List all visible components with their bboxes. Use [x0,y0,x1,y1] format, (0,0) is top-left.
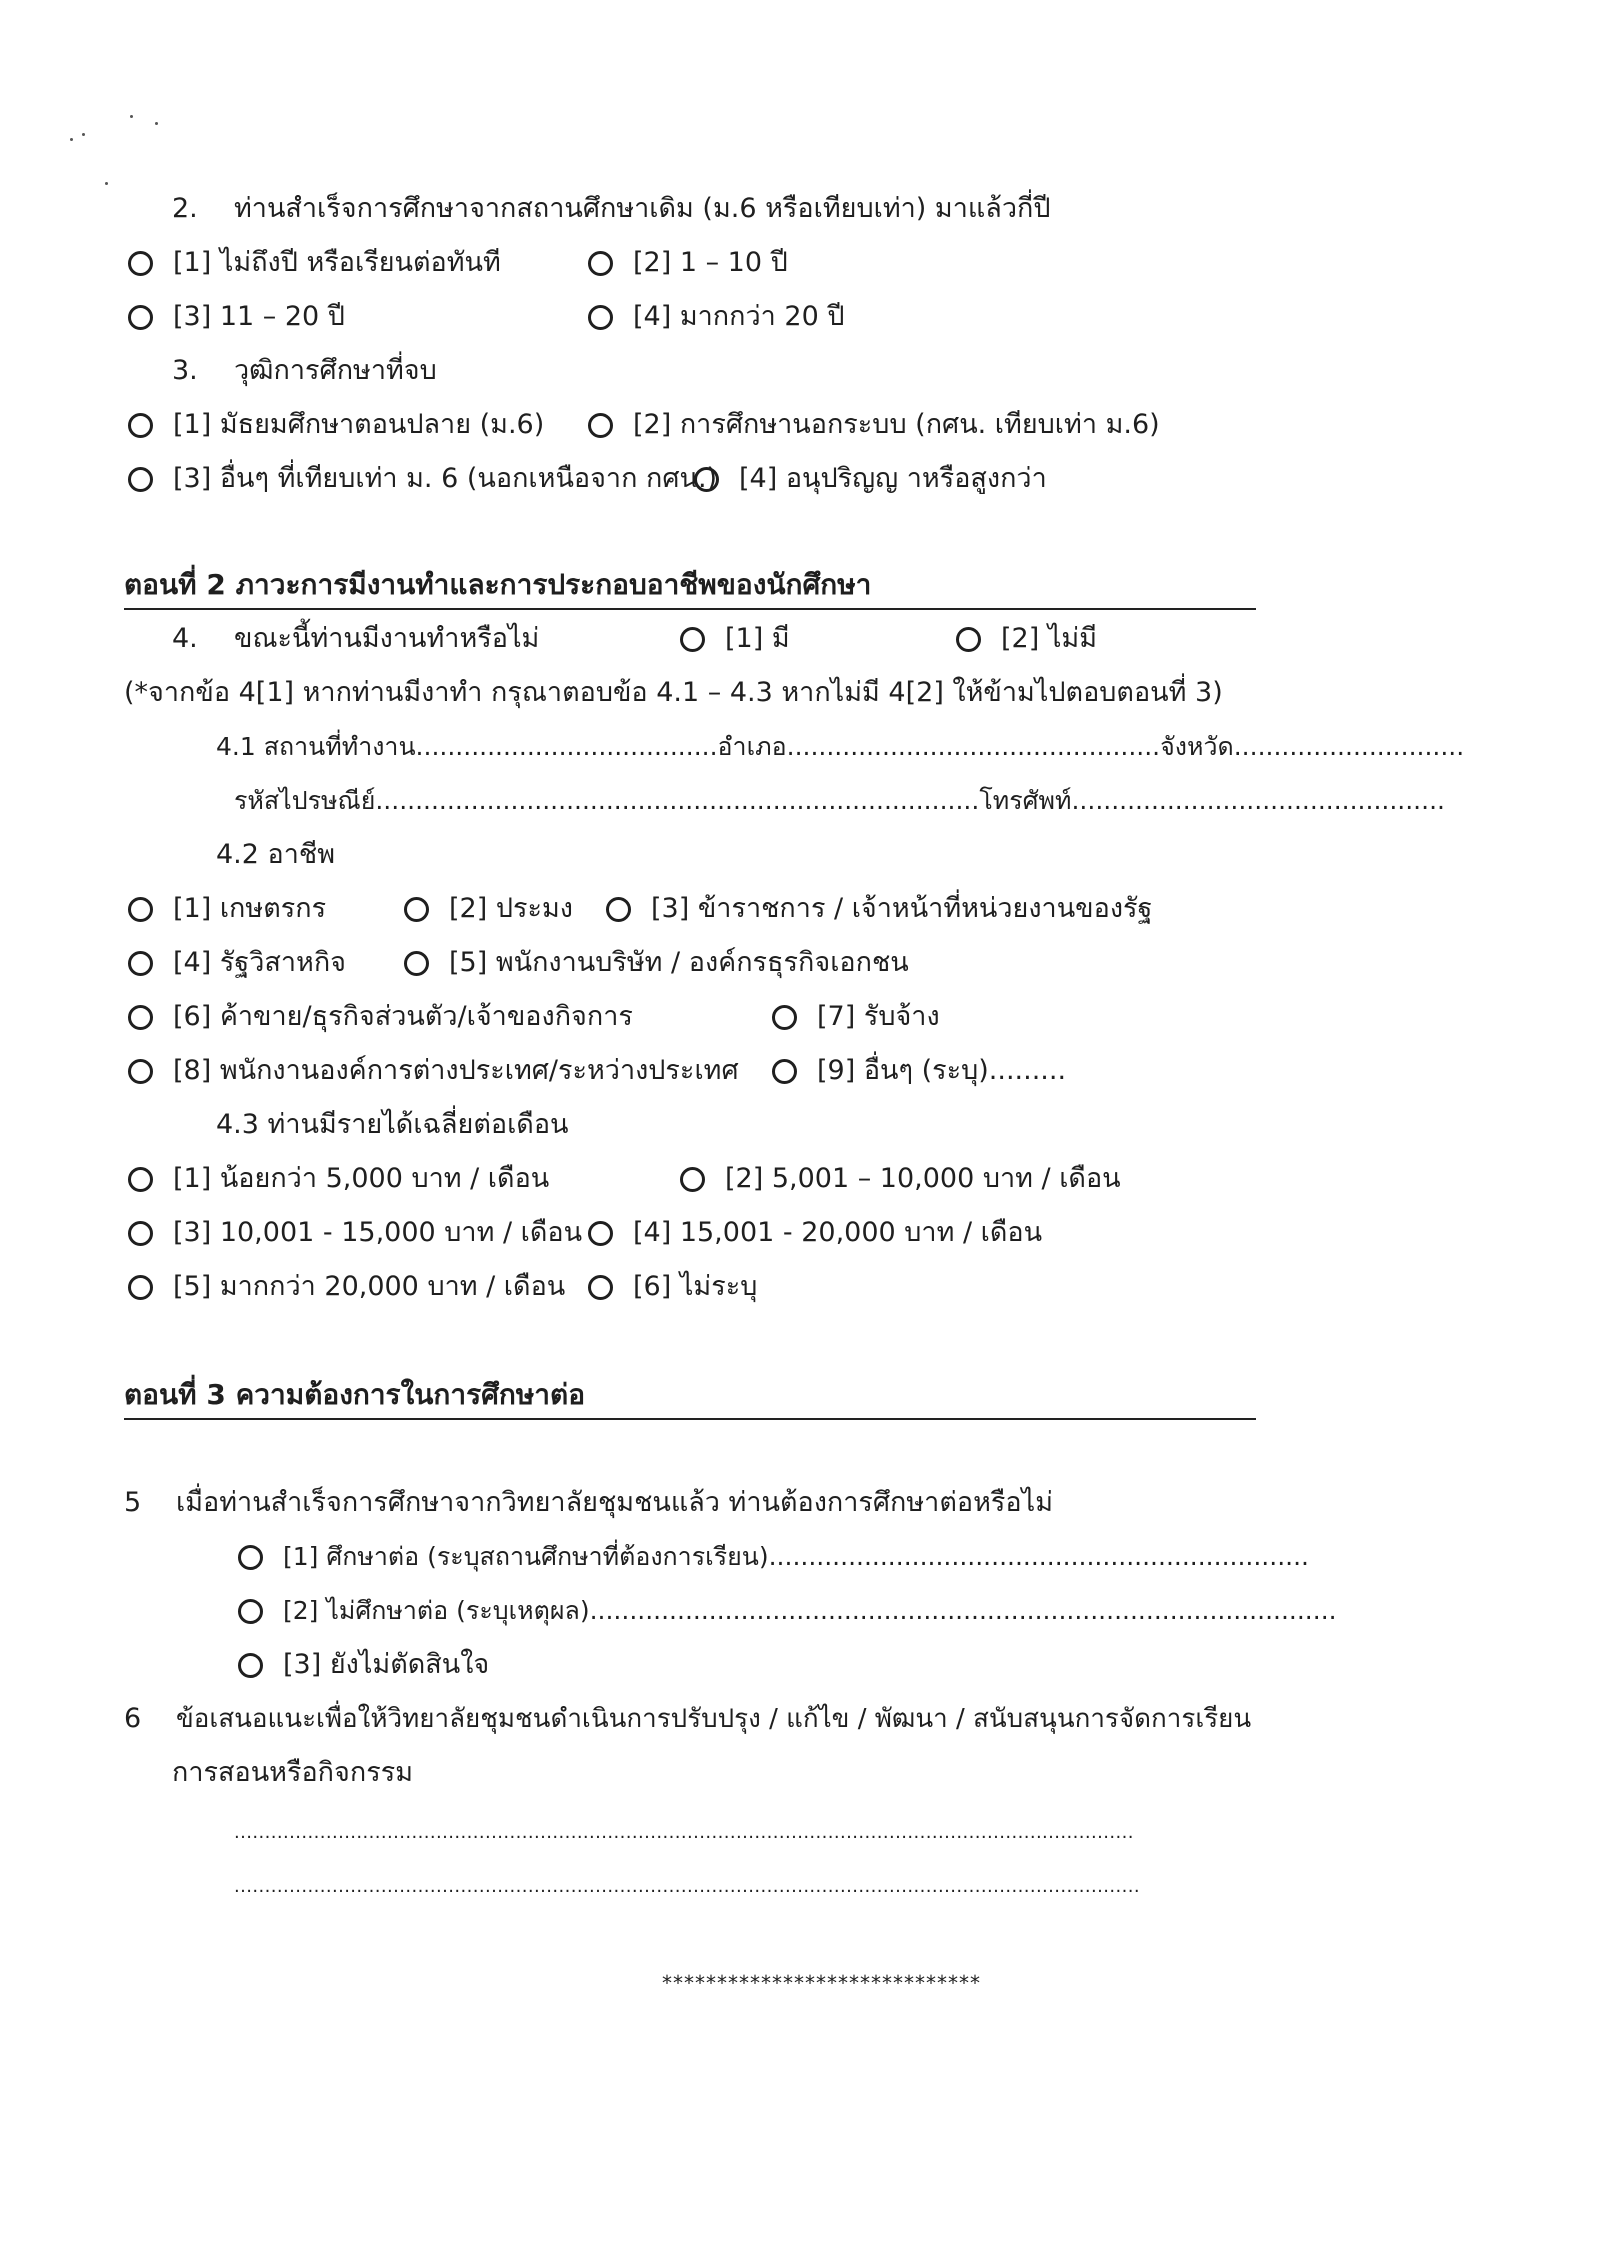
section-3-rule [124,1418,1256,1420]
q4-question: ขณะนี้ท่านมีงานทำหรือไม่ [234,623,540,654]
radio-circle-icon[interactable] [128,1221,153,1246]
option-label: [3] 11 – 20 ปี [173,301,345,332]
option-label: [5] มากกว่า 20,000 บาท / เดือน [173,1271,566,1302]
q6-question-line1: ข้อเสนอแนะเพื่อให้วิทยาลัยชุมชนดำเนินการปรับปรุง / แก้ไข / พัฒนา / สนับสนุนการจัดการเรียน [176,1704,1252,1734]
option-label: [2] 5,001 – 10,000 บาท / เดือน [725,1163,1121,1194]
q41-postal-line[interactable]: รหัสไปรษณีย์............................................................................โทรศัพท์............................................... [234,786,1445,815]
q42-option-1[interactable] [128,892,326,926]
option-label: [1] มี [725,623,790,654]
scan-speck [155,122,158,125]
q43-option-4[interactable] [588,1216,1042,1250]
q42-option-4[interactable] [128,946,346,980]
q43-title: 4.3 ท่านมีรายได้เฉลี่ยต่อเดือน [216,1109,569,1140]
q3-question: วุฒิการศึกษาที่จบ [234,355,437,386]
radio-circle-icon[interactable] [606,897,631,922]
radio-circle-icon[interactable] [128,467,153,492]
radio-circle-icon[interactable] [694,467,719,492]
q5-question: เมื่อท่านสำเร็จการศึกษาจากวิทยาลัยชุมชนแล้ว ท่านต้องการศึกษาต่อหรือไม่ [176,1487,1053,1518]
option-label: [6] ค้าขาย/ธุรกิจส่วนตัว/เจ้าของกิจการ [173,1001,633,1032]
radio-circle-icon[interactable] [128,951,153,976]
radio-circle-icon[interactable] [772,1005,797,1030]
radio-circle-icon[interactable] [128,1167,153,1192]
radio-circle-icon[interactable] [588,305,613,330]
radio-circle-icon[interactable] [128,1059,153,1084]
option-label: [2] ประมง [449,893,573,924]
scan-speck [105,182,108,185]
q5-option-2[interactable] [238,1594,1337,1628]
q4-note: (*จากข้อ 4[1] หากท่านมีงาทำ กรุณาตอบข้อ 4.1 – 4.3 หากไม่มี 4[2] ให้ข้ามไปตอบตอนที่ 3) [124,677,1223,708]
option-label: [5] พนักงานบริษัท / องค์กรธุรกิจเอกชน [449,947,909,978]
radio-circle-icon[interactable] [772,1059,797,1084]
radio-circle-icon[interactable] [588,1221,613,1246]
q41-workplace-line[interactable]: 4.1 สถานที่ทำงาน......................................อำเภอ...............................................จังหวัด............................. [216,732,1465,761]
section-3-title: ตอนที่ 3 ความต้องการในการศึกษาต่อ [124,1378,586,1411]
section-2-title: ตอนที่ 2 ภาวะการมีงานทำและการประกอบอาชีพของนักศึกษา [124,568,872,601]
radio-circle-icon[interactable] [128,413,153,438]
option-label: [2] 1 – 10 ปี [633,247,788,278]
q3-number: 3. [172,355,198,386]
q5-number: 5 [124,1487,142,1518]
option-label: [7] รับจ้าง [817,1001,940,1032]
option-label: [8] พนักงานองค์การต่างประเทศ/ระหว่างประเทศ [173,1055,739,1086]
radio-circle-icon[interactable] [588,1275,613,1300]
option-label: [1] เกษตรกร [173,893,327,924]
q4-number: 4. [172,623,198,654]
option-label: [3] อื่นๆ ที่เทียบเท่า ม. 6 (นอกเหนือจาก กศน.) [173,463,718,494]
q43-option-2[interactable] [680,1162,1121,1196]
scan-speck [70,138,73,141]
q42-title: 4.2 อาชีพ [216,839,336,870]
scan-speck [130,115,133,118]
option-label: [6] ไม่ระบุ [633,1271,758,1302]
q2-number: 2. [172,193,198,224]
option-label: [2] ไม่ศึกษาต่อ (ระบุเหตุผล).............................................................................................. [283,1596,1337,1625]
radio-circle-icon[interactable] [588,251,613,276]
radio-circle-icon[interactable] [128,1005,153,1030]
radio-circle-icon[interactable] [238,1545,263,1570]
q3-option-3[interactable] [128,462,717,496]
q42-option-6[interactable] [128,1000,633,1034]
q2-option-2[interactable] [588,246,788,280]
q43-option-3[interactable] [128,1216,582,1250]
q2-question: ท่านสำเร็จการศึกษาจากสถานศึกษาเดิม (ม.6 หรือเทียบเท่า) มาแล้วกี่ปี [234,193,1051,224]
q5-option-1[interactable] [238,1540,1309,1574]
q4-option-2[interactable] [956,622,1097,656]
radio-circle-icon[interactable] [680,1167,705,1192]
q2-option-3[interactable] [128,300,345,334]
radio-circle-icon[interactable] [238,1653,263,1678]
option-label: [4] 15,001 - 20,000 บาท / เดือน [633,1217,1043,1248]
q6-answer-line-2[interactable]: .................................................................................................................................................... [234,1876,1141,1897]
option-label: [4] รัฐวิสาหกิจ [173,947,346,978]
scan-speck [82,133,85,136]
radio-circle-icon[interactable] [588,413,613,438]
option-label: [1] มัธยมศึกษาตอนปลาย (ม.6) [173,409,545,440]
radio-circle-icon[interactable] [680,627,705,652]
q3-option-2[interactable] [588,408,1160,442]
option-label: [1] น้อยกว่า 5,000 บาท / เดือน [173,1163,550,1194]
option-label: [2] การศึกษานอกระบบ (กศน. เทียบเท่า ม.6) [633,409,1160,440]
q3-option-1[interactable] [128,408,544,442]
option-label: [4] มากกว่า 20 ปี [633,301,845,332]
q2-option-4[interactable] [588,300,844,334]
q43-option-1[interactable] [128,1162,549,1196]
q43-option-5[interactable] [128,1270,565,1304]
option-label: [3] ข้าราชการ / เจ้าหน้าที่หน่วยงานของรัฐ [651,893,1153,924]
radio-circle-icon[interactable] [404,897,429,922]
radio-circle-icon[interactable] [128,1275,153,1300]
option-label: [1] ศึกษาต่อ (ระบุสถานศึกษาที่ต้องการเรียน).................................................................... [283,1542,1309,1571]
q4-option-1[interactable] [680,622,790,656]
option-label: [4] อนุปริญญ าหรือสูงกว่า [739,463,1047,494]
q3-option-4[interactable] [694,462,1047,496]
q6-number: 6 [124,1703,142,1734]
option-label: [9] อื่นๆ (ระบุ)......... [817,1055,1067,1086]
radio-circle-icon[interactable] [956,627,981,652]
q6-question-line2: การสอนหรือกิจกรรม [172,1757,413,1788]
q5-option-3[interactable] [238,1648,489,1682]
section-2-rule [124,608,1256,610]
radio-circle-icon[interactable] [238,1599,263,1624]
radio-circle-icon[interactable] [128,897,153,922]
radio-circle-icon[interactable] [404,951,429,976]
q42-option-8[interactable] [128,1054,739,1088]
option-label: [3] ยังไม่ตัดสินใจ [283,1649,490,1680]
footer-stars: ***************************** [662,1971,981,1995]
q42-option-7[interactable] [772,1000,940,1034]
q42-option-9[interactable] [772,1054,1066,1088]
q6-answer-line-1[interactable]: ................................................................................................................................................... [234,1822,1134,1843]
radio-circle-icon[interactable] [128,251,153,276]
q43-option-6[interactable] [588,1270,757,1304]
q42-option-3[interactable] [606,892,1152,926]
q2-option-1[interactable] [128,246,501,280]
option-label: [2] ไม่มี [1001,623,1098,654]
option-label: [3] 10,001 - 15,000 บาท / เดือน [173,1217,583,1248]
q42-option-5[interactable] [404,946,909,980]
option-label: [1] ไม่ถึงปี หรือเรียนต่อทันที [173,247,501,278]
radio-circle-icon[interactable] [128,305,153,330]
q42-option-2[interactable] [404,892,573,926]
